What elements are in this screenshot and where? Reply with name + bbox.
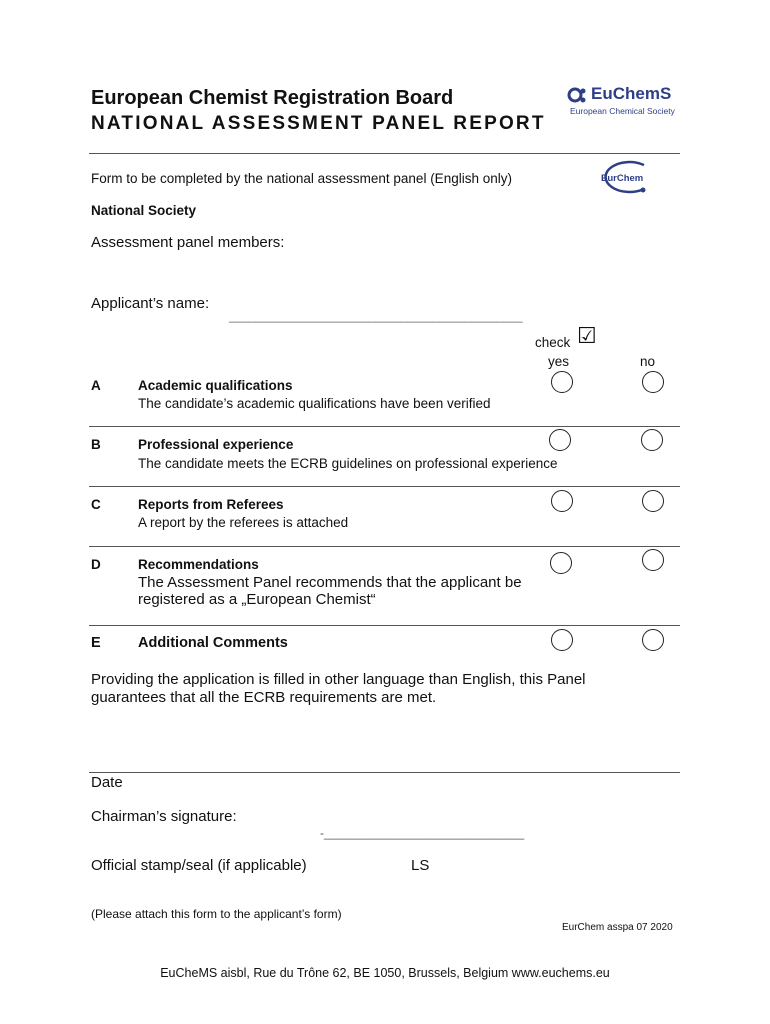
check-label: check [535, 335, 571, 350]
row-divider [89, 625, 680, 626]
euchems-logo-name: EuChemS [591, 84, 672, 103]
eurchem-logo-text: EurChem [601, 173, 644, 184]
item-c-description: A report by the referees is attached [138, 515, 349, 530]
comments-line2: guarantees that all the ECRB requirements are met. [91, 689, 437, 706]
item-d-yes-radio[interactable] [550, 552, 572, 574]
item-e-yes-radio[interactable] [551, 629, 573, 651]
attach-note: (Please attach this form to the applicant’s form) [91, 907, 342, 921]
national-society-label: National Society [91, 203, 197, 218]
panel-members-label: Assessment panel members: [91, 234, 285, 251]
row-divider [89, 486, 680, 487]
item-a-no-radio[interactable] [642, 371, 664, 393]
footer-address: EuCheMS aisbl, Rue du Trône 62, BE 1050, Brussels, Belgium www.euchems.eu [160, 966, 610, 980]
date-label: Date [91, 774, 123, 791]
document-reference: EurChem asspa 07 2020 [562, 922, 673, 933]
item-c-yes-radio[interactable] [551, 490, 573, 512]
row-divider [89, 426, 680, 427]
item-d-title: Recommendations [138, 557, 259, 572]
item-b-description: The candidate meets the ECRB guidelines on professional experience [138, 456, 558, 471]
stamp-label: Official stamp/seal (if applicable) [91, 857, 307, 874]
signature-line[interactable]: -______________________________ [320, 826, 525, 840]
item-d-letter: D [91, 557, 101, 572]
euchems-flask-icon [567, 86, 589, 108]
no-column-label: no [640, 354, 656, 369]
comments-divider [89, 772, 680, 773]
item-a-yes-radio[interactable] [551, 371, 573, 393]
item-c-letter: C [91, 497, 101, 512]
item-d-description-line1: The Assessment Panel recommends that the applicant be [138, 574, 522, 591]
eurchem-logo [596, 159, 652, 195]
item-c-title: Reports from Referees [138, 497, 284, 512]
applicant-name-line[interactable]: ______________________________________________ [229, 309, 523, 323]
checkbox-icon: ☑ [577, 323, 597, 348]
item-e-no-radio[interactable] [642, 629, 664, 651]
yes-column-label: yes [548, 354, 570, 369]
document-subtitle: NATIONAL ASSESSMENT PANEL REPORT [91, 113, 546, 134]
item-e-title: Additional Comments [138, 635, 288, 651]
item-c-no-radio[interactable] [642, 490, 664, 512]
row-divider [89, 546, 680, 547]
item-a-description: The candidate’s academic qualifications have been verified [138, 396, 491, 411]
euchems-logo-subtitle: European Chemical Society [570, 106, 675, 116]
signature-label: Chairman’s signature: [91, 808, 237, 825]
document-title: European Chemist Registration Board [91, 87, 454, 109]
item-e-letter: E [91, 635, 101, 651]
form-intro: Form to be completed by the national assessment panel (English only) [91, 171, 512, 186]
applicant-name-label: Applicant’s name: [91, 295, 210, 312]
item-b-letter: B [91, 437, 101, 452]
header-divider [89, 153, 680, 154]
ls-label: LS [411, 857, 430, 874]
item-b-no-radio[interactable] [641, 429, 663, 451]
item-b-title: Professional experience [138, 437, 294, 452]
item-a-title: Academic qualifications [138, 378, 293, 393]
item-d-description-line2: registered as a „European Chemist“ [138, 591, 376, 608]
comments-line1: Providing the application is filled in other language than English, this Panel [91, 671, 586, 688]
item-d-no-radio[interactable] [642, 549, 664, 571]
euchems-logo [567, 86, 679, 118]
item-a-letter: A [91, 378, 101, 393]
item-b-yes-radio[interactable] [549, 429, 571, 451]
